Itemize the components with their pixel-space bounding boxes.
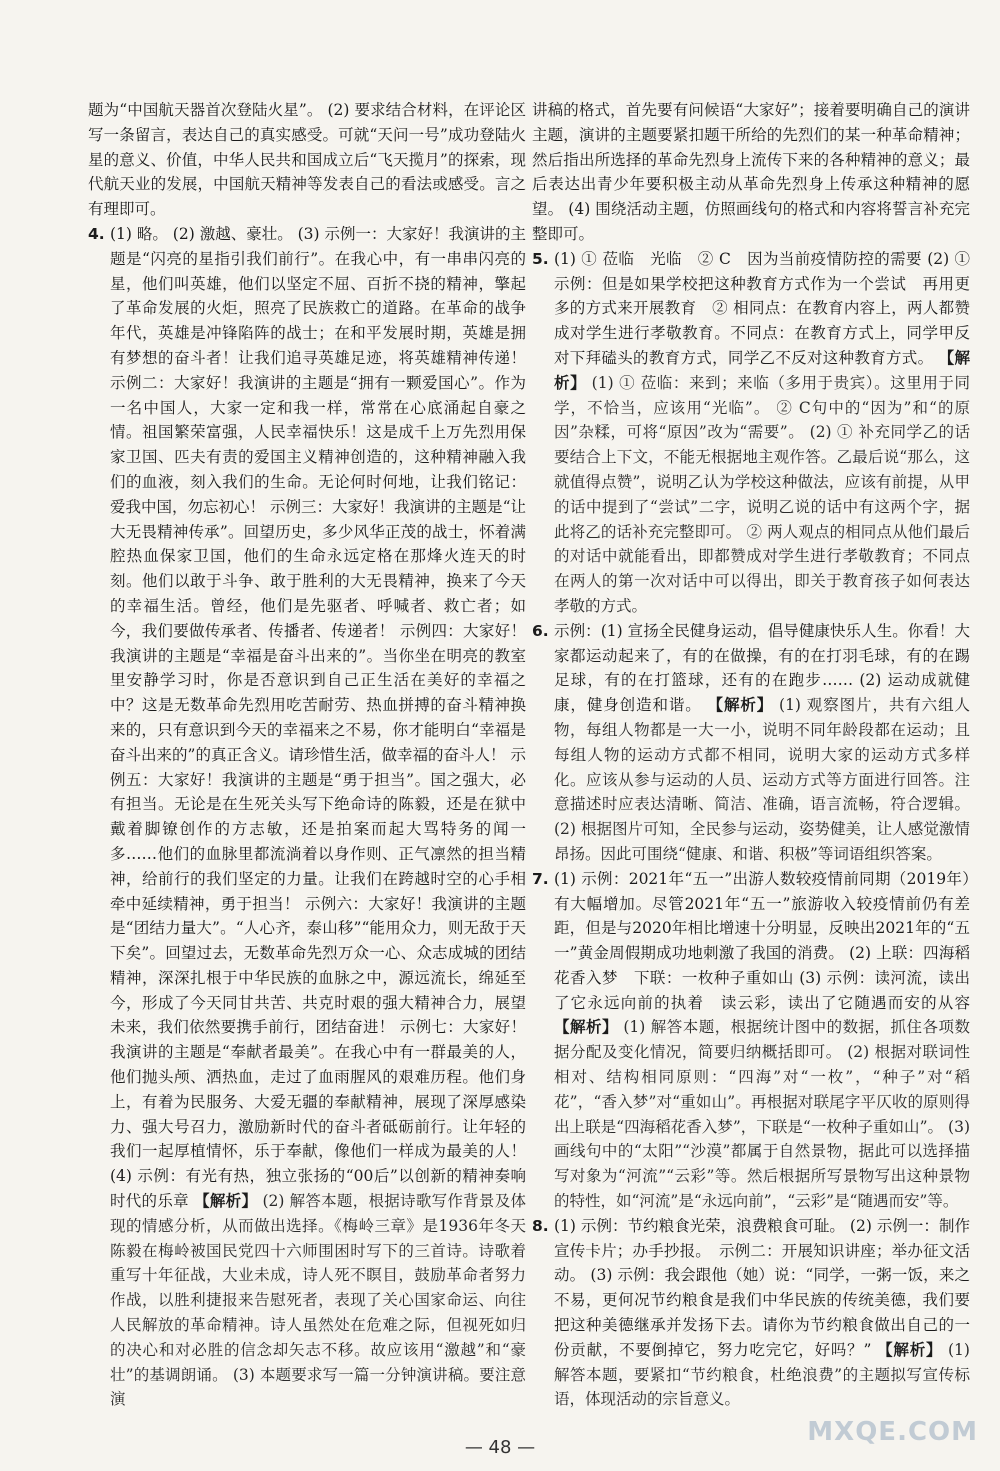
answer-text: (1) 示例：2021年“五一”出游人数较疫情前同期（2019年）有大幅增加。尽管2021年“五一”旅游收入较疫情前仍有差距，但是与2020年相比增速十分明显，反映出2021年的“五一”黄金周假期成功地刺激了我国的消费。 (2) 上联：四海稻花香入梦 下联：一枚种子重如山 (3) 示例：读河流，读出了它永远向前的执着 读云彩，读出了它随遇而安的从容 [554,869,970,1012]
answer-item-4 [88,222,526,1412]
answer-item-7 [532,867,970,1214]
answer-item-6 [532,619,970,867]
answer-text: (1) 略。 (2) 激越、豪壮。 (3) 示例一：大家好！我演讲的主题是“闪亮的星指引我们前行”。在我心中，有一串串闪亮的星，他们叫英雄，他们以坚定不屈、百折不挠的精神，擎起了革命发展的火炬，照亮了民族救亡的道路。在革命的战争年代，英雄是冲锋陷阵的战士；在和平发展时期，英雄是拥有梦想的奋斗者！让我们追寻英雄足迹，将英雄精神传递！ 示例二：大家好！我演讲的主题是“拥有一颗爱国心”。作为一名中国人，大家一定和我一样，常常在心底涌起自豪之情。祖国繁荣富强，人民幸福快乐！这是成千上万先烈用保家卫国、匹夫有责的爱国主义精神创造的，这种精神融入我们的血液，刻入我们的生命。无论何时何地，让我们铭记：爱我中国，勿忘初心！ 示例三：大家好！我演讲的主题是“让大无畏精神传承”。回望历史，多少风华正茂的战士，怀着满腔热血保家卫国，他们的生命永远定格在那烽火连天的时刻。他们以敢于斗争、敢于胜利的大无畏精神，换来了今天的幸福生活。曾经，他们是先驱者、呼喊者、救亡者；如今，我们要做传承者、传播者、传递者！ 示例四：大家好！我演讲的主题是“幸福是奋斗出来的”。当你坐在明亮的教室里安静学习时，你是否意识到自己正生活在美好的幸福之中？这是无数革命先烈用吃苦耐劳、热血拼搏的奋斗精神换来的，只有意识到今天的幸福来之不易，你才能明白“幸福是奋斗出来的”的真正含义。请珍惜生活，做幸福的奋斗人！ 示例五：大家好！我演讲的主题是“勇于担当”。国之强大，必有担当。无论是在生死关头写下绝命诗的陈毅，还是在狱中戴着脚镣创作的方志敏，还是拍案而起大骂特务的闻一多……他们的血脉里都流淌着以身作则、正气凛然的担当精神，给前行的我们坚定的力量。让我们在跨越时空的心手相牵中延续精神，勇于担当！ 示例六：大家好！我演讲的主题是“团结力量大”。“人心齐，泰山移”“能用众力，则无敌于天下矣”。回望过去，无数革命先烈万众一心、众志成城的团结精神，深深扎根于中华民族的血脉之中，源远流长，绵延至今，形成了今天同甘共苦、共克时艰的强大精神合力，展望未来，我们依然要携手前行，团结奋进！ 示例七：大家好！我演讲的主题是“奉献者最美”。在我心中有一群最美的人，他们抛头颅、洒热血，走过了血雨腥风的艰难历程。他们身上，有着为民服务、大爱无疆的奉献精神，展现了深厚感染力、强大号召力，激励新时代的奋斗者砥砺前行。让年轻的我们一起厚植情怀，乐于奉献，像他们一样成为最美的人！ (4) 示例：有光有热，独立张扬的“00后”以创新的精神奏响时代的乐章 [110,224,527,1211]
analysis-label: 【解析】 [554,348,970,392]
analysis-text: (1) ① 莅临：来到；来临（多用于贵宾）。这里用于同学，不恰当，应该用“光临”。 ② C句中的“因为”和“的原因”杂糅，可将“原因”改为“需要”。 (2) ① 补充同学乙的话要结合上下文，不能无根据地主观作答。乙最后说“那么，这就值得点赞”，说明乙认为学校这种做法，应该有前提，从甲的话中提到了“尝试”二字，说明乙说的话中有这两个字，据此将乙的话补充完整即可。 ② 两人观点的相同点从他们最后的对话中就能看出，即都赞成对学生进行孝敬教育；不同点在两人的第一次对话中可以得出，即关于教育孩子如何表达孝敬的方式。 [554,373,970,615]
analysis-text: (1) 解答本题，要紧扣“节约粮食，杜绝浪费”的主题拟写宣传标语，体现活动的宗旨意义。 [554,1340,970,1409]
analysis-label: 【解析】 [554,1018,618,1037]
item-number: 5. [532,249,549,268]
analysis-label: 【解析】 [707,696,774,715]
right-column [532,98,970,1412]
answer-item-5 [532,247,970,619]
item4-continuation: 讲稿的格式，首先要有问候语“大家好”；接着要明确自己的演讲主题，演讲的主题要紧扣题干所给的先烈们的某一种革命精神；然后指出所选择的革命先烈身上流传下来的各种精神的意义；最后表达出青少年要积极主动从革命先烈身上传承这种精神的愿望。 (4) 围绕活动主题，仿照画线句的格式和内容将誓言补充完整即可。 [532,101,970,243]
item3-continuation: 题为“中国航天器首次登陆火星”。 (2) 要求结合材料，在评论区写一条留言，表达自己的真实感受。可就“天问一号”成功登陆火星的意义、价值，中华人民共和国成立后“飞天揽月”的探索，现代航天业的发展，中国航天精神等发表自己的看法或感受。言之有理即可。 [88,101,526,219]
answer-text: 示例：(1) 宣扬全民健身运动，倡导健康快乐人生。你看！大家都运动起来了，有的在做操，有的在打羽毛球，有的在踢足球，有的在打篮球，还有的在跑步…… (2) 运动成就健康，健身创造和谐。 [554,621,970,715]
answer-text: (1) 示例：节约粮食光荣，浪费粮食可耻。 (2) 示例一：制作宣传卡片；办手抄报。 示例二：开展知识讲座；举办征文活动。 (3) 示例：我会跟他（她）说：“同学，一粥一饭，来之不易，更何况节约粮食是我们中华民族的传统美德，我们要把这种美德继承并发扬下去。请你为节约粮食做出自己的一份贡献，不要倒掉它，努力吃完它，好吗？” [554,1216,970,1359]
item-number: 8. [532,1216,549,1235]
analysis-label: 【解析】 [194,1192,258,1211]
item-number: 4. [88,224,105,243]
analysis-text: (1) 观察图片，共有六组人物，每组人物都是一大一小，说明不同年龄段都在运动；且每组人物的运动方式都不相同，说明大家的运动方式多样化。应该从参与运动的人员、运动方式等方面进行回答。注意描述时应表达清晰、简洁、准确，语言流畅，符合逻辑。 (2) 根据图片可知，全民参与运动，姿势健美，让人感觉激情昂扬。因此可围绕“健康、和谐、积极”等词语组织答案。 [554,696,970,863]
answer-text: (1) ① 莅临 光临 ② C 因为当前疫情防控的需要 (2) ① 示例：但是如果学校把这种教育方式作为一个尝试 再用更多的方式来开展教育 ② 相同点：在教育内容上，两人都赞成对学生进行孝敬教育。不同点：在教育方式上，同学甲反对下拜磕头的教育方式，同学乙不反对这种教育方式。 [554,249,970,367]
analysis-text: (1) 解答本题，根据统计图中的数据，抓住各项数据分配及变化情况，简要归纳概括即可。 (2) 根据对联词性相对、结构相同原则：“四海”对“一枚”，“种子”对“稻花”，“香入梦”对“重如山”。再根据对联尾字平仄收的原则得出上联是“四海稻花香入梦”，下联是“一枚种子重如山”。 (3) 画线句中的“太阳”“沙漠”都属于自然景物，据此可以选择描写对象为“河流”“云彩”等。然后根据所写景物写出这种景物的特性，如“河流”是“永远向前”，“云彩”是“随遇而安”等。 [554,1018,970,1211]
left-column [88,98,526,1412]
page-number: — 48 — [464,1437,536,1458]
analysis-label: 【解析】 [877,1340,943,1359]
analysis-text: (2) 解答本题，根据诗歌写作背景及体现的情感分析，从而做出选择。《梅岭三章》是1936年冬天陈毅在梅岭被国民党四十六师围困时写下的三首诗。诗歌着重写十年征战，大业未成，诗人死不瞑目，鼓励革命者努力作战，以胜利捷报来告慰死者，表现了关心国家命运、向往人民解放的革命精神。诗人虽然处在危难之际，但视死如归的决心和对必胜的信念却矢志不移。故应该用“激越”和“豪壮”的基调朗诵。 (3) 本题要求写一篇一分钟演讲稿。要注意演 [110,1192,526,1409]
item-number: 6. [532,621,549,640]
item-number: 7. [532,869,549,888]
answer-item-8 [532,1214,970,1412]
watermark-logo: MXQE.COM [807,1417,978,1447]
